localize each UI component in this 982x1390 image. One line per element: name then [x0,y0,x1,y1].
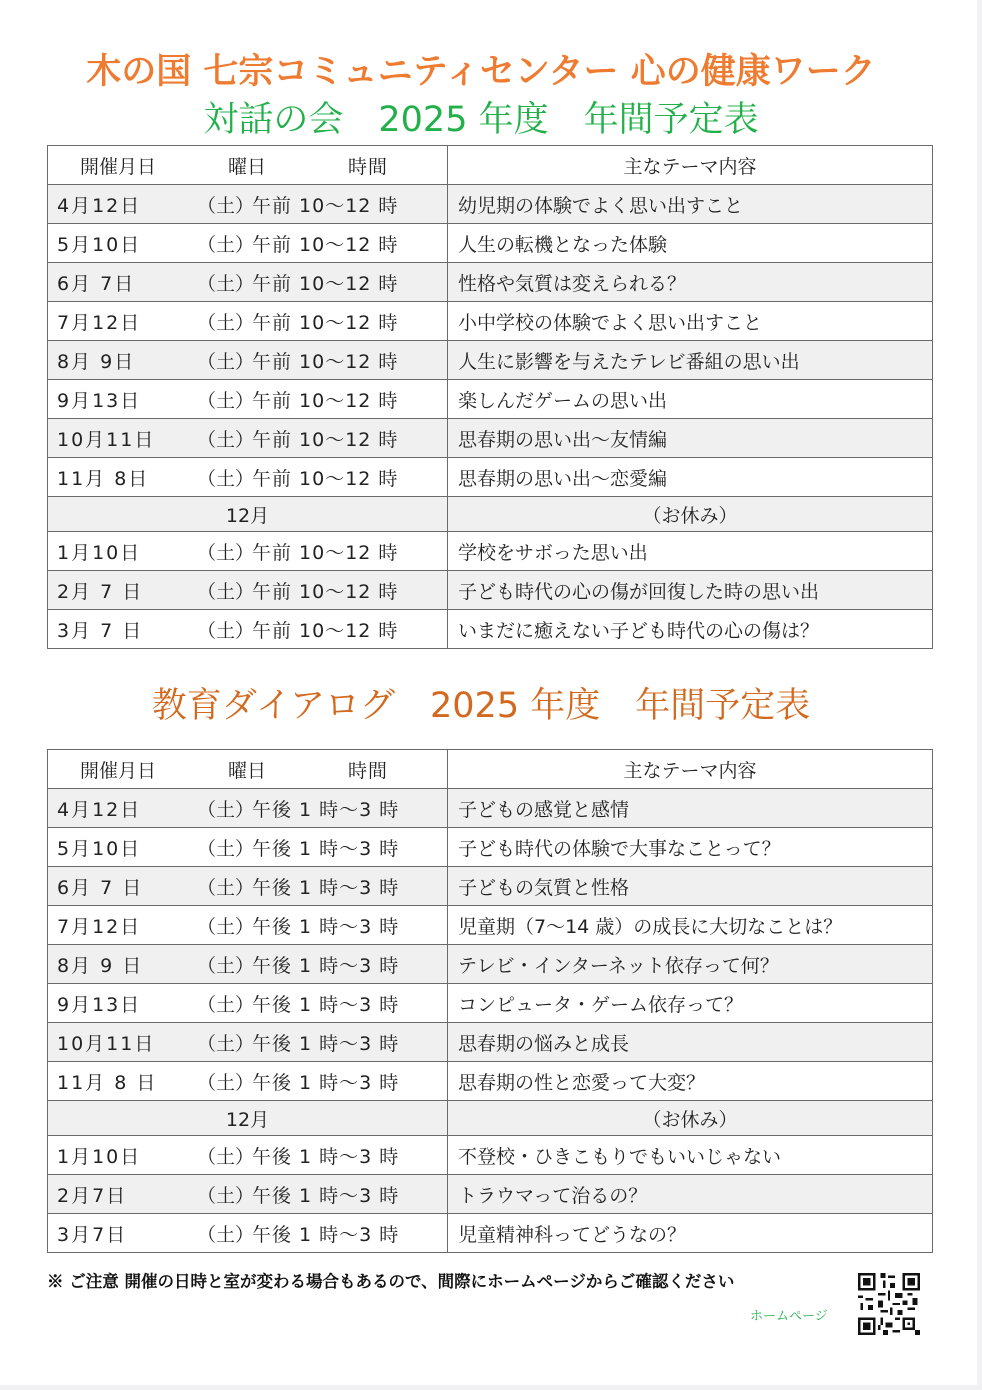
table-row [48,458,933,497]
row-theme: 小中学校の体験でよく思い出すこと [448,302,933,341]
row-theme: コンピュータ・ゲーム依存って？ [448,984,933,1023]
row-left-cell [48,1175,448,1214]
row-left [48,1214,447,1252]
table-row [48,867,933,906]
header-left [48,146,447,184]
row-date: 6月 7 日 [57,876,144,899]
table-header-row [48,750,933,789]
row-time: 午前 10〜12 時 [252,580,399,603]
row-theme: 子ども時代の心の傷が回復した時の思い出 [448,571,933,610]
table-row [48,984,933,1023]
row-date: 6月 7日 [57,272,136,295]
row-left [48,571,447,609]
row-theme: 子どもの感覚と感情 [448,789,933,828]
row-day: （土） [197,1223,255,1246]
row-theme: 思春期の悩みと成長 [448,1023,933,1062]
row-theme: 人生の転機となった体験 [448,224,933,263]
header-left-cell [48,750,448,789]
row-theme: 不登校・ひきこもりでもいいじゃない [448,1136,933,1175]
column-header-theme: 主なテーマ内容 [448,146,933,185]
homepage-link[interactable]: ホームページ [750,1309,828,1324]
row-theme: いまだに癒えない子ども時代の心の傷は？ [448,610,933,649]
row-left-cell [48,906,448,945]
row-left-cell [48,984,448,1023]
row-left [48,789,447,827]
table-row [48,1214,933,1253]
row-day: （土） [197,350,255,373]
row-left-cell [48,789,448,828]
column-header-time: 時間 [348,759,389,782]
row-day: （土） [197,1071,255,1094]
table-row [48,302,933,341]
row-left [48,224,447,262]
row-left [48,532,447,570]
row-day: （土） [197,1145,255,1168]
main-title: 木の国 七宗コミュニティセンター 心の健康ワーク [86,52,876,92]
column-header-date: 開催月日 [80,759,157,782]
row-day: （土） [197,619,255,642]
row-left [48,302,447,340]
column-header-theme: 主なテーマ内容 [448,750,933,789]
row-left-cell [48,341,448,380]
row-left-cell [48,571,448,610]
row-date: 5月10日 [57,837,142,860]
row-day: （土） [197,876,255,899]
table-row [48,1023,933,1062]
row-left-cell [48,1136,448,1175]
row-left [48,906,447,944]
table-row [48,906,933,945]
table-row [48,610,933,649]
row-day: （土） [197,1184,255,1207]
row-left [48,867,447,905]
row-time: 午前 10〜12 時 [252,541,399,564]
row-date: 2月7日 [57,1184,128,1207]
row-time: 午後 1 時〜3 時 [252,837,400,860]
row-theme: テレビ・インターネット依存って何？ [448,945,933,984]
row-day: （土） [197,467,255,490]
table-row [48,380,933,419]
row-left-cell [48,828,448,867]
header-left [48,750,447,788]
row-date: 10月11日 [57,1032,156,1055]
row-left [48,419,447,457]
row-day: （土） [197,993,255,1016]
row-theme: 子ども時代の体験で大事なことって？ [448,828,933,867]
row-day: （土） [197,272,255,295]
row-day: （土） [197,389,255,412]
table-row [48,224,933,263]
section2-table [47,749,933,1253]
table-header-row [48,146,933,185]
table-row [48,789,933,828]
row-left [48,1136,447,1174]
qr-code-icon[interactable] [858,1273,920,1335]
row-date: 10月11日 [57,428,156,451]
row-left-cell [48,224,448,263]
row-left-cell [48,610,448,649]
row-time: 午前 10〜12 時 [252,194,399,217]
row-left [48,1062,447,1100]
section1-table [47,145,933,649]
row-left [48,458,447,496]
row-left-cell [48,532,448,571]
column-header-date: 開催月日 [80,155,157,178]
row-day: （土） [197,580,255,603]
row-time: 午前 10〜12 時 [252,619,399,642]
break-month: 12月 [48,1101,448,1136]
row-left-cell [48,867,448,906]
column-header-day: 曜日 [228,155,267,178]
row-theme: 児童精神科ってどうなの？ [448,1214,933,1253]
row-date: 9月13日 [57,389,142,412]
row-theme: 思春期の思い出〜友情編 [448,419,933,458]
row-left-cell [48,1214,448,1253]
row-time: 午後 1 時〜3 時 [252,993,400,1016]
row-date: 11月 8日 [57,467,150,490]
row-time: 午後 1 時〜3 時 [252,1071,400,1094]
section2-title: 教育ダイアログ 2025 年度 年間予定表 [151,686,811,726]
row-date: 7月12日 [57,915,142,938]
row-time: 午前 10〜12 時 [252,350,399,373]
row-day: （土） [197,954,255,977]
row-left [48,263,447,301]
row-day: （土） [197,194,255,217]
row-time: 午後 1 時〜3 時 [252,798,400,821]
table-row [48,1136,933,1175]
row-theme: トラウマって治るの？ [448,1175,933,1214]
row-left-cell [48,185,448,224]
row-date: 7月12日 [57,311,142,334]
row-day: （土） [197,311,255,334]
row-left-cell [48,380,448,419]
row-left-cell [48,945,448,984]
section1-title: 対話の会 2025 年度 年間予定表 [203,100,759,140]
table-row [48,419,933,458]
row-day: （土） [197,1032,255,1055]
column-header-time: 時間 [348,155,389,178]
row-left-cell [48,263,448,302]
row-left [48,341,447,379]
row-date: 8月 9日 [57,350,136,373]
row-left [48,984,447,1022]
table-row [48,263,933,302]
row-time: 午後 1 時〜3 時 [252,915,400,938]
break-note: （お休み） [448,497,933,532]
row-date: 2月 7 日 [57,580,144,603]
row-date: 3月 7 日 [57,619,144,642]
row-time: 午前 10〜12 時 [252,467,399,490]
break-row [48,497,933,532]
table-row [48,571,933,610]
row-time: 午後 1 時〜3 時 [252,1184,400,1207]
row-date: 3月7日 [57,1223,128,1246]
row-left [48,828,447,866]
row-left-cell [48,1062,448,1101]
row-time: 午後 1 時〜3 時 [252,1032,400,1055]
row-theme: 楽しんだゲームの思い出 [448,380,933,419]
row-theme: 思春期の思い出〜恋愛編 [448,458,933,497]
table-row [48,828,933,867]
row-left-cell [48,419,448,458]
row-time: 午後 1 時〜3 時 [252,1145,400,1168]
row-date: 5月10日 [57,233,142,256]
row-time: 午前 10〜12 時 [252,272,399,295]
row-left [48,610,447,648]
row-theme: 思春期の性と恋愛って大変？ [448,1062,933,1101]
row-left [48,1175,447,1213]
row-left [48,380,447,418]
row-day: （土） [197,541,255,564]
row-theme: 児童期（7〜14 歳）の成長に大切なことは？ [448,906,933,945]
row-theme: 子どもの気質と性格 [448,867,933,906]
table-row [48,1062,933,1101]
table-row [48,945,933,984]
row-date: 1月10日 [57,541,142,564]
table-row [48,185,933,224]
table-row [48,1175,933,1214]
row-day: （土） [197,837,255,860]
row-time: 午前 10〜12 時 [252,428,399,451]
row-time: 午後 1 時〜3 時 [252,1223,400,1246]
row-day: （土） [197,428,255,451]
table-row [48,341,933,380]
row-theme: 性格や気質は変えられる？ [448,263,933,302]
row-date: 9月13日 [57,993,142,1016]
row-left-cell [48,1023,448,1062]
row-day: （土） [197,798,255,821]
break-row [48,1101,933,1136]
row-date: 11月 8 日 [57,1071,158,1094]
table-row [48,532,933,571]
row-theme: 人生に影響を与えたテレビ番組の思い出 [448,341,933,380]
column-header-day: 曜日 [228,759,267,782]
row-day: （土） [197,233,255,256]
row-time: 午後 1 時〜3 時 [252,876,400,899]
row-left [48,185,447,223]
row-day: （土） [197,915,255,938]
header-left-cell [48,146,448,185]
row-date: 4月12日 [57,194,142,217]
break-month: 12月 [48,497,448,532]
row-date: 8月 9 日 [57,954,144,977]
row-left-cell [48,458,448,497]
row-time: 午後 1 時〜3 時 [252,954,400,977]
break-note: （お休み） [448,1101,933,1136]
row-date: 1月10日 [57,1145,142,1168]
row-date: 4月12日 [57,798,142,821]
row-left-cell [48,302,448,341]
row-time: 午前 10〜12 時 [252,311,399,334]
row-left [48,945,447,983]
row-time: 午前 10〜12 時 [252,233,399,256]
row-time: 午前 10〜12 時 [252,389,399,412]
row-theme: 幼児期の体験でよく思い出すこと [448,185,933,224]
row-theme: 学校をサボった思い出 [448,532,933,571]
footer-note: ※ ご注意 開催の日時と室が変わる場合もあるので、間際にホームページからご確認ください [47,1272,735,1291]
row-left [48,1023,447,1061]
